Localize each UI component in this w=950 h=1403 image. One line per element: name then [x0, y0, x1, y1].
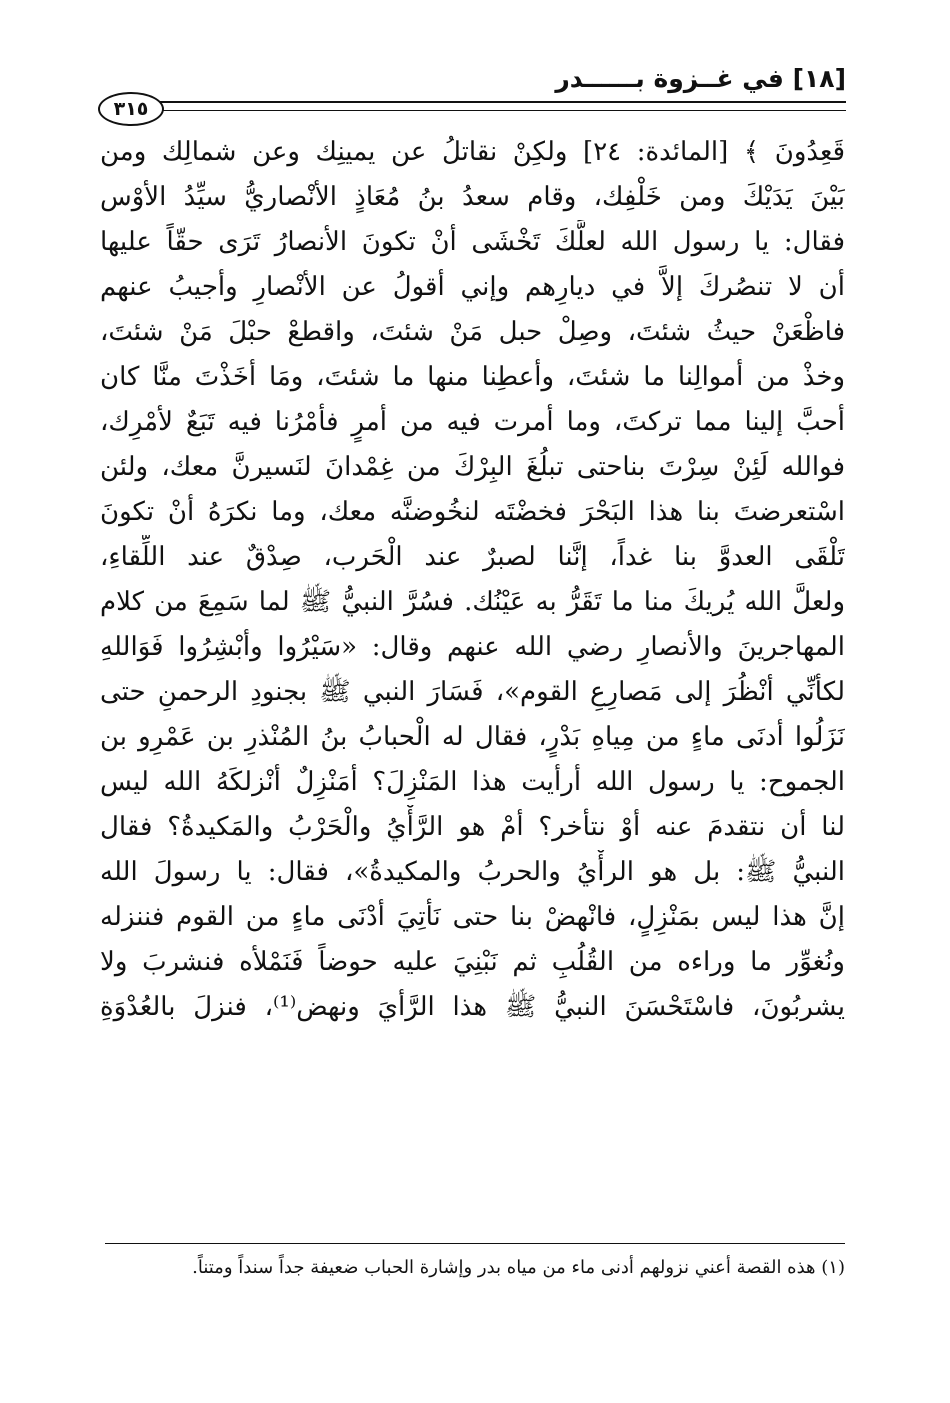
text-line: يشربُونَ، فاسْتَحْسَنَ النبيُّ ﷺ هذا الرَّأيَ ونهض⁽¹⁾، فنزلَ بالعُدْوَةِ: [100, 992, 845, 1022]
text-line: ولعلَّ الله يُريكَ منا ما تَقَرُّ به عَيْنُك. فسُرَّ النبيُّ ﷺ لما سَمِعَ من كلام: [100, 587, 845, 617]
page-number: ٣١٥: [98, 92, 164, 126]
header-rule: [160, 101, 846, 111]
text-line: نَزَلُوا أدنَى ماءٍ من مِياهِ بَدْرٍ، فقال له الْحبابُ بنُ المُنْذرِ بن عَمْرِو بن: [100, 722, 845, 752]
text-line: وخذْ من أموالِنا ما شئتَ، وأعطِنا منها ما شئتَ، ومَا أخَذْتَ منَّا كان: [100, 362, 845, 392]
text-line: النبيُّ ﷺ: بل هو الرأْيُ والحربُ والمكيدةُ»، فقال: يا رسولَ الله: [100, 857, 845, 887]
running-title: [١٨] في غــزوة بــــــدر: [555, 64, 846, 93]
footnote-rule: [105, 1243, 845, 1244]
text-line: ونُغوِّر ما وراءه من القُلُبِ ثم نَبْنِيَ عليه حوضاً فَنَمْلأه فنشربَ ولا: [100, 947, 845, 977]
text-line: فاظْعَنْ حيثُ شئتَ، وصِلْ حبل مَنْ شئتَ، واقطعْ حبْلَ مَنْ شئتَ،: [100, 317, 845, 347]
text-line: فوالله لَئِنْ سِرْتَ بناحتى تبلُغَ البِرْكَ من غِمْدانَ لنَسيرنَّ معك، ولئن: [100, 452, 845, 482]
body-text: [100, 130, 845, 1030]
text-line: إنَّ هذا ليس بمَنْزِلٍ، فانْهضْ بنا حتى نَأتِيَ أدْنَى ماءٍ من القوم فننزله: [100, 902, 845, 932]
text-line: تَلْقَى العدوَّ بنا غداً، إنَّنا لصبرٌ عند الْحَرب، صِدْقٌ عند اللِّقاءِ،: [100, 542, 845, 572]
text-line: لنا أن نتقدمَ عنه أوْ نتأخر؟ أمْ هو الرَّأْيُ والْحَرْبُ والمَكيدةُ؟ فقال: [100, 812, 845, 842]
text-line: الجموح: يا رسول الله أرأيت هذا المَنْزِلَ؟ أمَنْزِلٌ أنْزلكَهُ الله ليس: [100, 767, 845, 797]
text-line: أحبَّ إلينا مما تركتَ، وما أمرت فيه من أمرٍ فأمْرُنا فيه تَبَعٌ لأمْرِك،: [100, 407, 845, 437]
text-line: فقال: يا رسول الله لعلَّكَ تَخْشَى أنْ تكونَ الأنصارُ تَرَى حقّاً عليها: [100, 227, 845, 257]
text-line: أن لا تنصُركَ إلاَّ في ديارِهم وإني أقولُ عن الأنْصارِ وأجيبُ عنهم: [100, 272, 845, 302]
footnote: (١) هذه القصة أعني نزولهم أدنى ماء من مياه بدر وإشارة الحباب ضعيفة جداً سنداً ومتناً.: [192, 1257, 845, 1278]
text-line: بَيْنَ يَدَيْكَ ومن خَلْفِك، وقام سعدُ بنُ مُعَاذٍ الأنْصاريُّ سيِّدُ الأوْس: [100, 182, 845, 212]
text-line: قَعِدُونَ ﴾ [المائدة: ٢٤] ولكِنْ نقاتلُ عن يمينِك وعن شمالِك ومن: [100, 137, 845, 167]
page-header: [98, 64, 846, 128]
text-line: المهاجرينَ والأنصارِ رضي الله عنهم وقال: «سَيْرُوا وأبْشِرُوا فَوَاللهِ: [100, 632, 845, 662]
text-line: اسْتعرضتَ بنا هذا البَحْرَ فخضْتَه لنخُوضنَّه معك، وما نكرَهُ أنْ تكونَ: [100, 497, 845, 527]
text-line: لكأنِّي أنْظُرَ إلى مَصارِعِ القوم»، فَسَارَ النبي ﷺ بجنودِ الرحمنِ حتى: [100, 677, 845, 707]
